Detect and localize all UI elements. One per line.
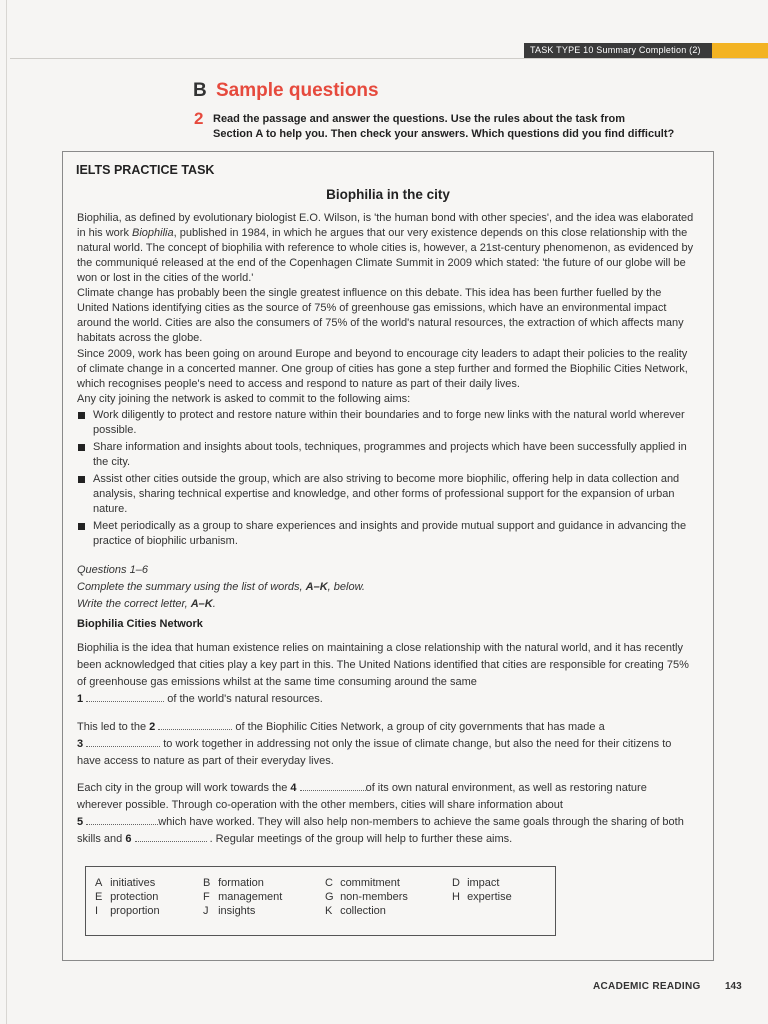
word-option: C commitment [325, 877, 400, 889]
list-item: Meet periodically as a group to share experiences and insights and provide mutual support and guidance in advancing the practice of biophilic urbanism. [77, 519, 695, 549]
word-option: F management [203, 891, 283, 903]
bullet-square-icon [78, 476, 85, 483]
gap-number-5: 5 [77, 816, 84, 828]
question-number: 2 [194, 109, 204, 128]
banner-accent [712, 43, 768, 58]
gap-number-3: 3 [77, 738, 84, 750]
passage-title: Biophilia in the city [326, 187, 450, 202]
gap-number-6: 6 [125, 833, 132, 845]
word-option: H expertise [452, 891, 512, 903]
p1-work-title: Biophilia [132, 227, 174, 239]
word-option: I proportion [95, 905, 160, 917]
passage-paragraph-2: Climate change has probably been the single greatest influence on this debate. This idea has been further fuelled by the United Nations identifying cities as the source of 75% of greenhouse gas emissions, which have an environmental impact around the world. Cities are also the consumers of 75% of the world's natural resources, the extraction of which affects many habitats across the globe. [77, 287, 684, 344]
questions-range: Questions 1–6 [77, 564, 148, 576]
answer-gap-5[interactable] [86, 814, 158, 825]
bullet-square-icon [78, 523, 85, 530]
summary-paragraph-2: This led to the 2 of the Biophilic Cities Network, a group of city governments that has made a 3 to work together in addressing not only the issue of climate change, but also the need for their citizens to have access to nature as part of their everyday lives. [77, 721, 672, 767]
page-number: 143 [725, 981, 742, 992]
questions-instruction-1: Complete the summary using the list of words, A–K, below. [77, 581, 365, 593]
bullet-square-icon [78, 444, 85, 451]
passage-paragraph-1 [77, 211, 695, 286]
bullet-square-icon [78, 412, 85, 419]
answer-gap-4[interactable] [300, 780, 366, 791]
word-option: B formation [203, 877, 264, 889]
page-binding-line [6, 0, 7, 1024]
word-option: D impact [452, 877, 500, 889]
answer-gap-2[interactable] [158, 719, 232, 730]
word-option: E protection [95, 891, 159, 903]
word-option: A initiatives [95, 877, 156, 889]
answer-gap-6[interactable] [135, 831, 207, 842]
gap-number-2: 2 [149, 721, 156, 733]
gap-number-4: 4 [290, 782, 297, 794]
passage-paragraph-3: Since 2009, work has been going on around Europe and beyond to encourage city leaders to adapt their policies to the reality of climate change in a concerted manner. One group of cities has gone a step further and formed the Biophilic Cities Network, which recognises people's need to access and respond to nature as part of their daily lives. [77, 348, 688, 390]
summary-paragraph-1: Biophilia is the idea that human existence relies on maintaining a close relationship with the natural world, and it has recently been acknowledged that cities play a key part in this. The United Nations identified that cities are responsible for creating 75% of greenhouse gas emissions whilst at the same time consuming around the same 1 of the world's natural resources. [77, 642, 689, 705]
p1-text-a: Biophilia, as defined by evolutionary biologist E.O. Wilson, is 'the human bond with other species', and the idea was elaborated in his work [77, 212, 694, 239]
questions-instruction-2: Write the correct letter, A–K. [77, 598, 216, 610]
section-title: Sample questions [216, 80, 379, 101]
instruction-line-2: Section A to help you. Then check your answers. Which questions did you find difficult? [213, 128, 675, 140]
word-option: G non-members [325, 891, 408, 903]
practice-task-label: IELTS PRACTICE TASK [76, 163, 215, 177]
summary-paragraph-3: Each city in the group will work towards the 4 of its own natural environment, as well as restoring nature wherever possible. Through co-operation with the other members, cities will share information about 5 which have worked. They will also help non-members to achieve the same goals through the sharing of both skills and 6 . Regular meetings of the group will help to further these aims. [77, 782, 684, 845]
answer-gap-1[interactable] [86, 691, 164, 702]
section-letter: B [193, 80, 207, 101]
summary-title: Biophilia Cities Network [77, 618, 203, 630]
answer-gap-3[interactable] [86, 736, 160, 747]
task-type-banner: TASK TYPE 10 Summary Completion (2) [524, 43, 712, 58]
header-rule [10, 58, 768, 59]
instruction-line-1: Read the passage and answer the questions. Use the rules about the task from [213, 113, 625, 125]
word-option: K collection [325, 905, 386, 917]
word-option: J insights [203, 905, 256, 917]
list-item: Assist other cities outside the group, which are also striving to become more biophilic, offering help in data collection and analysis, sharing technical expertise and knowledge, and other forms of professional support for the expansion of urban nature. [77, 472, 695, 517]
list-item: Work diligently to protect and restore nature within their boundaries and to forge new links with the natural world wherever possible. [77, 408, 695, 438]
footer-label: ACADEMIC READING [593, 981, 701, 992]
list-item: Share information and insights about tools, techniques, programmes and projects which have been successfully applied in the city. [77, 440, 695, 470]
p1-text-b: , published in 1984, in which he argues that our very existence depends on this close relationship with the natural world. The concept of biophilia with reference to whole cities is, however, a 21st-century phenomenon, as evidenced by the communiqué released at the end of the Copenhagen Climate Summit in 2009 which stated: 'the future of our globe will be won or lost in the cities of the world.' [77, 227, 694, 284]
word-list-box [85, 866, 556, 936]
passage-paragraph-4: Any city joining the network is asked to commit to the following aims: [77, 393, 411, 405]
gap-number-1: 1 [77, 693, 84, 705]
aims-list [77, 408, 695, 551]
